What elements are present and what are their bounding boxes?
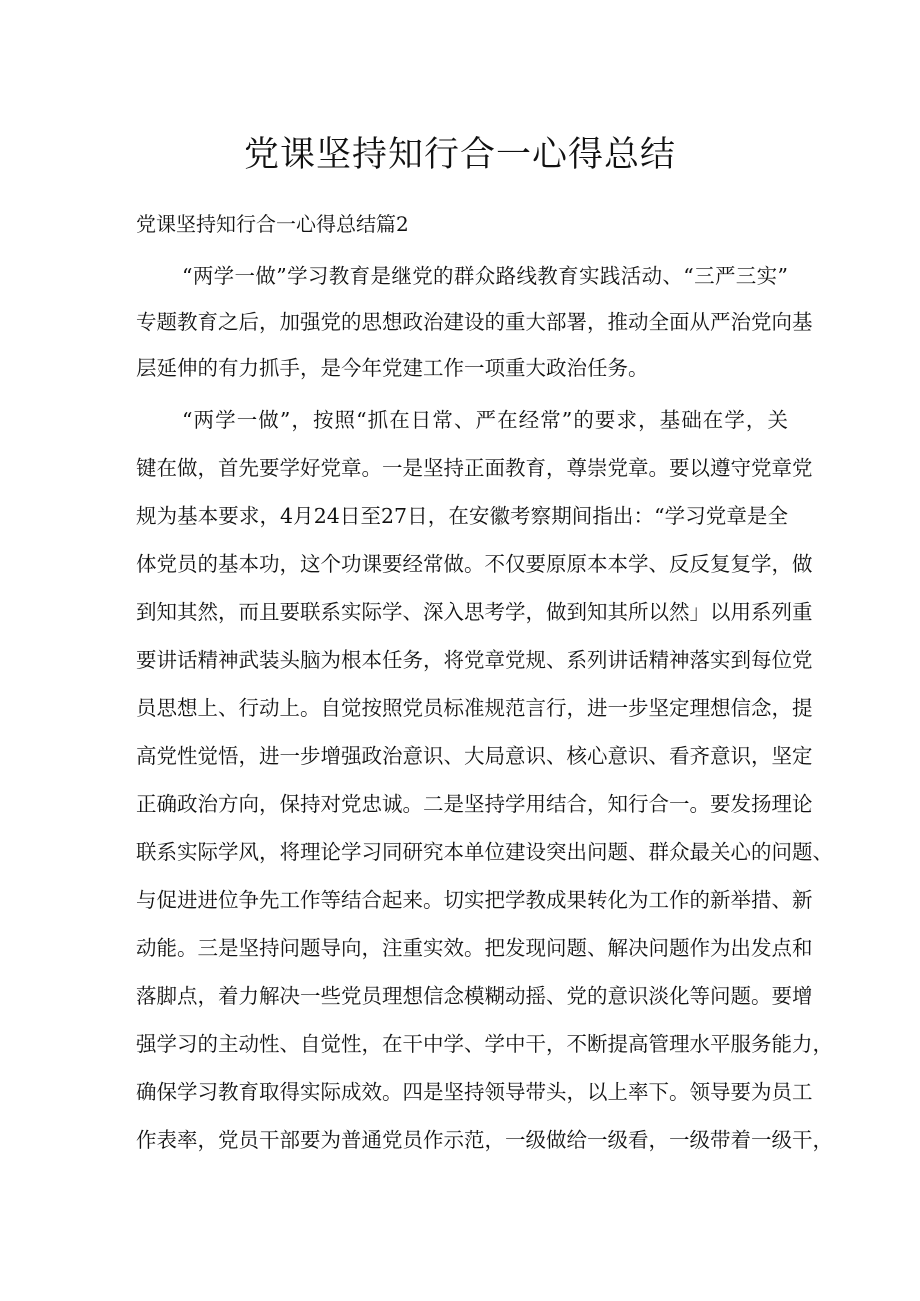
text-line: 层延伸的有力抓手，是今年党建工作一项重大政治任务。 — [136, 356, 649, 380]
text-line: 高党性觉悟，进一步增强政治意识、大局意识、核心意识、看齐意识，坚定 — [136, 744, 813, 768]
document-subtitle: 党课坚持知行合一心得总结篇2 — [136, 212, 409, 236]
text-line: 作表率，党员干部要为普通党员作示范，一级做给一级看，一级带着一级干， — [136, 1128, 833, 1152]
text-line: 确保学习教育取得实际成效。四是坚持领导带头，以上率下。领导要为员工 — [136, 1080, 813, 1104]
text-line: 正确政治方向，保持对党忠诚。二是坚持学用结合，知行合一。要发扬理论 — [136, 792, 813, 816]
text-line: 动能。三是坚持问题导向，注重实效。把发现问题、解决问题作为出发点和 — [136, 936, 813, 960]
text-line: 要讲话精神武装头脑为根本任务，将党章党规、系列讲话精神落实到每位党 — [136, 648, 813, 672]
text-line: 键在做，首先要学好党章。一是坚持正面教育，尊崇党章。要以遵守党章党 — [136, 456, 813, 480]
text-line: “两学一做”，按照“抓在日常、严在经常”的要求，基础在学，关 — [182, 408, 788, 432]
text-line: “两学一做”学习教育是继党的群众路线教育实践活动、“三严三实” — [182, 264, 788, 288]
text-line: 强学习的主动性、自觉性，在干中学、学中干，不断提高管理水平服务能力， — [136, 1032, 833, 1056]
document-title: 党课坚持知行合一心得总结 — [243, 135, 676, 175]
text-line: 规为基本要求，4月24日至27日，在安徽考察期间指出：“学习党章是全 — [136, 504, 788, 528]
text-line: 与促进进位争先工作等结合起来。切实把学教成果转化为工作的新举措、新 — [136, 888, 813, 912]
text-line: 员思想上、行动上。自觉按照党员标准规范言行，进一步坚定理想信念，提 — [136, 696, 813, 720]
text-line: 联系实际学风，将理论学习同研究本单位建设突出问题、群众最关心的问题、 — [136, 840, 833, 864]
text-line: 落脚点，着力解决一些党员理想信念模糊动摇、党的意识淡化等问题。要增 — [136, 984, 813, 1008]
text-line: 专题教育之后，加强党的思想政治建设的重大部署，推动全面从严治党向基 — [136, 310, 813, 334]
text-line: 到知其然，而且要联系实际学、深入思考学，做到知其所以然」以用系列重 — [136, 600, 813, 624]
text-line: 体党员的基本功，这个功课要经常做。不仅要原原本本学、反反复复学，做 — [136, 552, 813, 576]
